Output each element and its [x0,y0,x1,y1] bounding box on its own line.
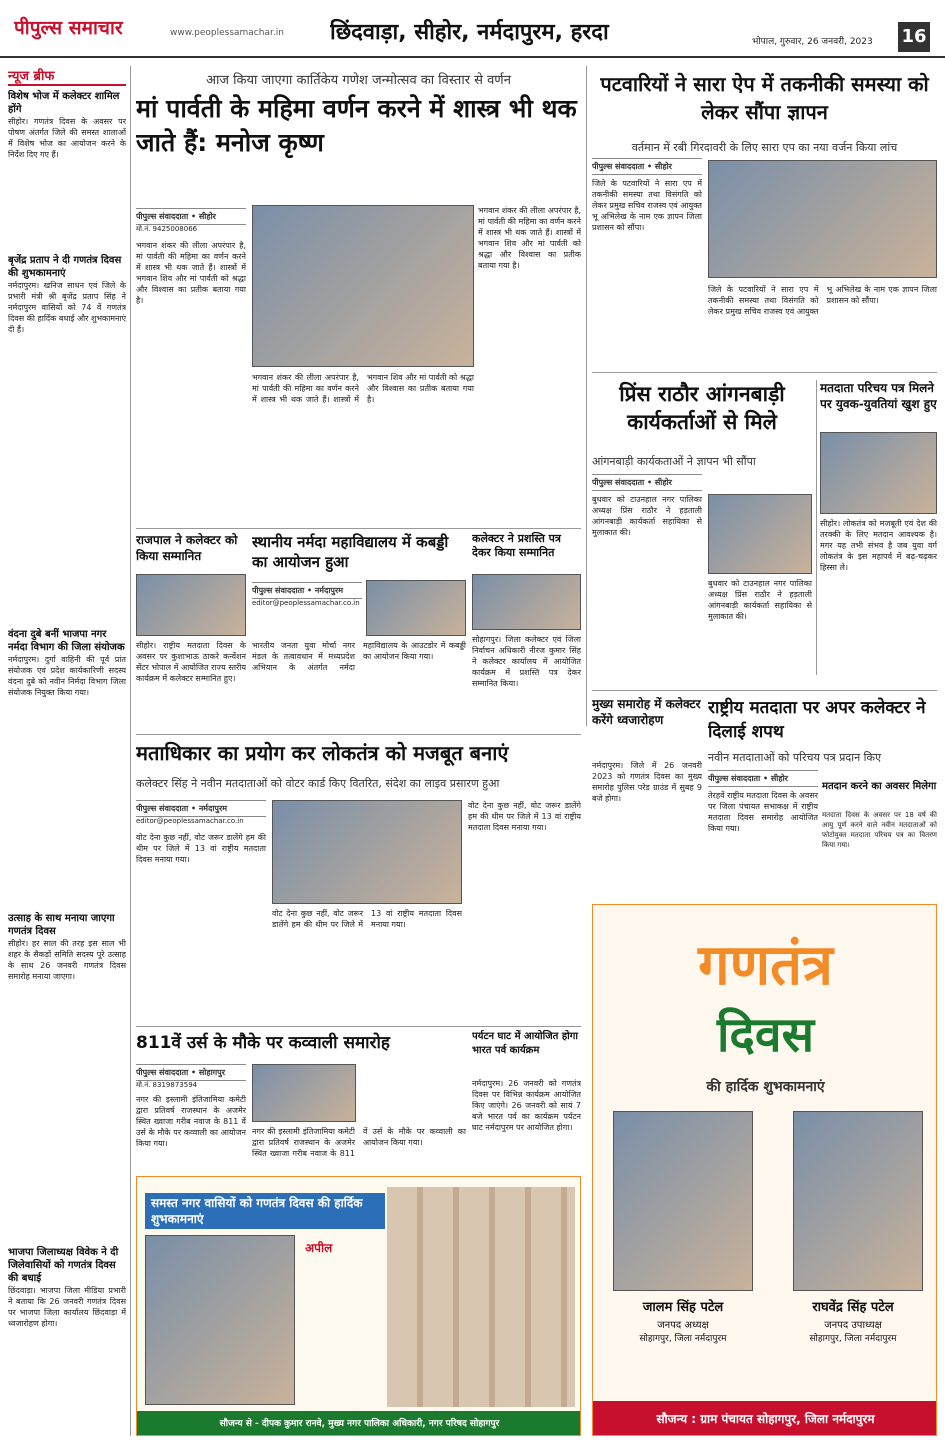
brief-item [8,1246,126,1329]
person1-place: सोहागपुर, जिला नर्मदापुरम [639,1334,727,1344]
gantantra-ad [592,904,937,1436]
brief-title: विशेष भोज में कलेक्टर शामिल होंगे [8,91,120,115]
matdan-body: मतदाता दिवस के अवसर पर 18 वर्ष की आयु पूर्ण करने वाले नवीन मतदाताओं को फोटोयुक्त मतदाता परिचय पत्र का वितरण किया गया। [822,811,937,849]
rajput-headline: राजपाल ने कलेक्टर को किया सम्मानित [136,533,238,563]
person2-place: सोहागपुर, जिला नर्मदापुरम [809,1334,897,1344]
anganwadi-byline: पीपुल्स संवाददाता • सीहोर [592,474,702,491]
shapath-body: तेरहवें राष्ट्रीय मतदाता दिवस के अवसर पर जिला पंचायत सभाकक्ष में राष्ट्रीय मतदाता दिवस समारोह आयोजित किया गया। [708,791,818,833]
brief-body: सीहोर। गणतंत्र दिवस के अवसर पर पोषण अंतर्गत जिले की समस्त शालाओं में विशेष भोज का आयोजन करने के निर्देश दिए गए हैं। [8,117,126,159]
urs-byline: पीपुल्स संवाददाता • सोहागपुर [136,1064,246,1081]
patwari-body-cont: जिले के पटवारियों ने सारा एप में तकनीकी समस्या तथा विसंगति को लेकर प्रमुख सचिव राजस्व एवं आयुक्त भू अभिलेख के नाम एक ज्ञापन जिला प्रशासन को सौंपा। [708,285,937,316]
patwari-body: जिले के पटवारियों ने सारा एप में तकनीकी समस्या तथा विसंगति को लेकर प्रमुख सचिव राजस्व एवं आयुक्त भू अभिलेख के नाम एक ज्ञापन जिला प्रशासन को सौंपा। [592,179,702,232]
dateline: भोपाल, गुरुवार, 26 जनवरी, 2023 [752,37,873,47]
matadhikar-sub: कलेक्टर सिंह ने नवीन मतदाताओं को वोटर कार्ड किए वितरित, संदेश का लाइव प्रसारण हुआ [136,777,500,790]
column-divider [816,380,817,675]
kabaddi-headline: स्थानीय नर्मदा महाविद्यालय में कबड्डी का आयोजन हुआ [252,533,449,571]
ad-councillor-grid [387,1187,575,1407]
person2-photo [793,1111,923,1291]
kabaddi-byline: पीपुल्स संवाददाता • नर्मदापुरम [252,582,362,599]
anganwadi-body-cont: बुधवार को टाउनहाल नगर पालिका अध्यक्ष प्रिंस राठौर ने हड़ताली आंगनबाड़ी कार्यकर्ता सहायिका से मुलाकात की। [708,579,812,621]
main-headline: मां पार्वती के महिमा वर्णन करने में शास्त्र भी थक जाते हैं: मनोज कृष्ण [136,94,577,157]
nagar-parishad-ad [136,1176,581,1436]
news-brief-column [8,66,126,1436]
kabaddi-email[interactable]: editor@peoplessamachar.co.in [252,599,360,607]
shapath-headline: राष्ट्रीय मतदाता पर अपर कलेक्टर ने दिलाई शपथ [708,698,926,742]
ad-greeting: की हार्दिक शुभकामनाएं [706,1079,825,1095]
rajput-body: सीहोर। राष्ट्रीय मतदाता दिवस के अवसर पर कुशाभाऊ ठाकरे कन्वेंशन सेंटर भोपाल में आयोजित राज्य स्तरीय कार्यक्रम में कलेक्टर सम्मानित हुए। [136,641,246,683]
matadhikar-headline: मताधिकार का प्रयोग कर लोकतंत्र को मजबूत बनाएं [136,741,509,765]
shapath-byline: पीपुल्स संवाददाता • सीहोर [708,770,818,787]
urs-body: नगर की इस्लामी इंतिजामिया कमेटी द्वारा प्रतिवर्ष राजस्थान के अजमेर स्थित ख्वाजा गरीब नवाज के 811 वें उर्स के मौके पर कव्वाली का आयोजन किया गया। [136,1095,246,1148]
column-divider [130,66,131,1436]
row-divider [592,690,937,691]
brief-title: भाजपा जिलाध्यक्ष विवेक ने दी जिलेवासियों को गणतंत्र दिवस की बधाई [8,1247,119,1284]
person2-role: जनपद उपाध्यक्ष [824,1320,882,1331]
urs-body-cont: नगर की इस्लामी इंतिजामिया कमेटी द्वारा प्रतिवर्ष राजस्थान के अजमेर स्थित ख्वाजा गरीब नवाज के 811 वें उर्स के मौके पर कव्वाली का आयोजन किया गया। [252,1127,466,1158]
newspaper-logo: पीपुल्स समाचार [14,17,123,39]
collector-body: सोहागपुर। जिला कलेक्टर एवं जिला निर्वाचन अधिकारी नीरज कुमार सिंह ने कलेक्टर कार्यालय में आयोजित कार्यक्रम में प्रशस्ति पत्र देकर सम्मानित किया। [472,635,581,688]
section-title: छिंदवाड़ा, सीहोर, नर्मदापुरम, हरदा [330,20,609,45]
main-body-col3: भगवान शंकर की लीला अपरंपार है, मां पार्वती की महिमा का वर्णन करने में शास्त्र भी थक जाते हैं। शास्त्रों में भगवान शिव और मां पार्वती को श्रद्धा और विश्वास का प्रतीक बताया गया है। [478,206,581,270]
pahchan-body: सीहोर। लोकतंत्र को मजबूती एवं देश की तरक्की के लिए मतदान आवश्यक है। मगर यह तभी संभव है जब युवा वर्ग लोकतंत्र के इस महापर्व में बढ़-चढ़कर हिस्सा ले। [820,519,937,572]
rajput-photo [136,574,246,636]
ad-title-line2: दिवस [716,1007,815,1063]
masthead [0,0,945,58]
brief-body: सीहोर। हर साल की तरह इस साल भी शहर के सैकड़ों समिति सदस्य पूरे उत्साह के साथ 26 जनवरी गणतंत्र दिवस समारोह मनाया जाएगा। [8,939,126,981]
anganwadi-headline: प्रिंस राठौर आंगनबाड़ी कार्यकर्ताओं से मिले [619,382,785,434]
brief-title: वंदना दुबे बनीं भाजपा नगर नर्मदा विभाग की जिला संयोजक [8,629,125,653]
patwari-headline: पटवारियों ने सारा ऐप में तकनीकी समस्या को लेकर सौंपा ज्ञापन [600,72,929,124]
kabaddi-photo [366,580,466,636]
dhwaj-headline: मुख्य समारोह में कलेक्टर करेंगे ध्वजारोहण [592,697,701,727]
main-byline: पीपुल्स संवाददाता • सीहोर [136,208,246,225]
column-divider [586,66,587,726]
website-url[interactable]: www.peoplessamachar.in [170,28,284,38]
row-divider [136,528,581,529]
matdan-headline: मतदान करने का अवसर मिलेगा [822,781,937,792]
row-divider [592,372,937,373]
brief-title: बृजेंद्र प्रताप ने दी गणतंत्र दिवस की शुभकामनाएं [8,255,122,279]
matadhikar-email[interactable]: editor@peoplessamachar.co.in [136,817,244,825]
patwari-byline: पीपुल्स संवाददाता • सीहोर [592,158,702,175]
person1-photo [613,1111,753,1291]
main-kicker: आज किया जाएगा कार्तिकेय गणेश जन्मोत्सव का विस्तार से वर्णन [206,73,511,88]
ad-appeal: अपील [305,1241,333,1255]
person1-name: जालम सिंह पटेल [642,1300,724,1315]
main-body-col2: भगवान शंकर की लीला अपरंपार है, मां पार्वती की महिमा का वर्णन करने में शास्त्र भी थक जाते हैं। शास्त्रों में भगवान शिव और मां पार्वती को श्रद्धा और विश्वास का प्रतीक बताया गया है। [252,373,474,404]
shapath-sub: नवीन मतदाताओं को परिचय पत्र प्रदान किए [708,751,882,764]
matadhikar-photo [272,800,462,904]
anganwadi-sub: आंगनबाड़ी कार्यकताओं ने ज्ञापन भी सौंपा [592,455,756,468]
news-brief-label: न्यूज ब्रीफ [8,66,126,86]
kabaddi-body: भारतीय जनता युवा मोर्चा नगर मंडल के तत्वावधान में मध्यप्रदेश अभियान के अंतर्गत नर्मदा महाविद्यालय के आउटडोर में कबड्डी का आयोजन किया गया। [252,641,466,672]
urs-photo [252,1064,356,1122]
matadhikar-body: वोट देना कुछ नहीं, वोट जरूर डालेंगे हम की थीम पर जिले में 13 वां राष्ट्रीय मतदाता दिवस मनाया गया। [136,833,266,864]
matadhikar-body-cont: वोट देना कुछ नहीं, वोट जरूर डालेंगे हम की थीम पर जिले में 13 वां राष्ट्रीय मतदाता दिवस मनाया गया। [272,909,462,929]
row-divider [136,1026,581,1027]
dhwaj-body: नर्मदापुरम। जिले में 26 जनवरी 2023 को गणतंत्र दिवस का मुख्य समारोह पुलिस परेड ग्राउंड में सुबह 9 बजे होगा। [592,761,702,803]
main-mobile: मो.नं. 9425008066 [136,225,198,233]
pahchan-photo [820,432,937,514]
parytan-headline: पर्यटन घाट में आयोजित होगा भारत पर्व कार्यक्रम [472,1031,578,1056]
patwari-photo [708,160,937,278]
patwari-sub: वर्तमान में रबी गिरदावरी के लिए सारा एप का नया वर्जन किया लांच [631,141,898,154]
ad-footer: सौजन्य से - दीपक कुमार रानवे, मुख्य नगर पालिका अधिकारी, नगर परिषद सोहागपुर [137,1411,581,1436]
brief-title: उत्साह के साथ मनाया जाएगा गणतंत्र दिवस [8,913,115,937]
person1-role: जनपद अध्यक्ष [657,1320,709,1331]
brief-item [8,628,126,904]
collector-headline: कलेक्टर ने प्रशस्ति पत्र देकर किया सम्मानित [472,532,561,559]
brief-item [8,90,126,246]
anganwadi-photo [708,494,812,574]
brief-item [8,254,126,620]
main-photo [252,205,474,367]
row-divider [136,734,581,735]
brief-body: छिंदवाड़ा। भाजपा जिला मीडिया प्रभारी ने बताया कि 26 जनवरी गणतंत्र दिवस पर भाजपा जिला कार्यालय छिंदवाड़ा में ध्वजारोहण होगा। [8,1286,126,1328]
ad-person-photo [145,1235,295,1405]
collector-photo [472,574,581,630]
ad-banner: समस्त नगर वासियों को गणतंत्र दिवस की हार्दिक शुभकामनाएं [145,1193,385,1229]
page-number: 16 [898,22,930,52]
brief-item [8,912,126,1238]
pahchan-headline: मतदाता परिचय पत्र मिलने पर युवक-युवतियां खुश हुए [820,381,937,411]
ad-title-line1: गणतंत्र [698,933,833,998]
main-body-col1: भगवान शंकर की लीला अपरंपार है, मां पार्वती की महिमा का वर्णन करने में शास्त्र भी थक जाते हैं। शास्त्रों में भगवान शिव और मां पार्वती को श्रद्धा और विश्वास का प्रतीक बताया गया है। [136,241,246,305]
matadhikar-body-right: वोट देना कुछ नहीं, वोट जरूर डालेंगे हम की थीम पर जिले में 13 वां राष्ट्रीय मतदाता दिवस मनाया गया। [468,801,581,832]
brief-body: नर्मदापुरम। दुर्गा वाहिनी की पूर्व प्रांत संयोजक एवं प्रदेश कार्यकारिणी सदस्य वंदना दुबे को नवीन निर्मदा विभाग जिला संयोजक नियुक्त किया गया। [8,655,126,697]
brief-body: नर्मदापुरम। खनिज साधन एवं जिले के प्रभारी मंत्री श्री बृजेंद्र प्रताप सिंह ने नर्मदापुरम वासियों को 74 वें गणतंत्र दिवस की हार्दिक बधाई और शुभकामनाएं दी हैं। [8,281,126,334]
urs-headline: 811वें उर्स के मौके पर कव्वाली समारोह [136,1033,390,1053]
matadhikar-byline: पीपुल्स संवाददाता • नर्मदापुरम [136,800,266,817]
gantantra-ad-footer: सौजन्य : ग्राम पंचायत सोहागपुर, जिला नर्मदापुरम [593,1401,937,1436]
person2-name: राघवेंद्र सिंह पटेल [812,1300,894,1315]
anganwadi-body: बुधवार को टाउनहाल नगर पालिका अध्यक्ष प्रिंस राठौर ने हड़ताली आंगनबाड़ी कार्यकर्ता सहायिका से मुलाकात की। [592,495,702,537]
urs-mobile: मो.नं. 8319873594 [136,1081,198,1089]
parytan-body: नर्मदापुरम। 26 जनवरी को गणतंत्र दिवस पर विभिन्न कार्यक्रम आयोजित किए जाएंगे। 26 जनवरी को सायं 7 बजे भारत पर्व का कार्यक्रम पर्यटन घाट नर्मदापुरम पर आयोजित होगा। [472,1079,581,1132]
